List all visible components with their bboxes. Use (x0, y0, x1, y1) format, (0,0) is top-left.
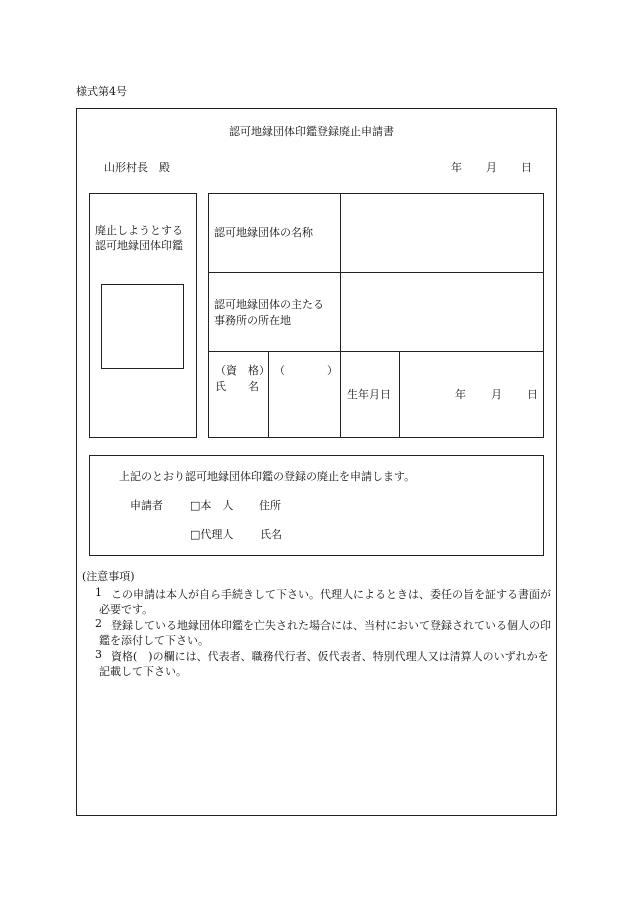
note-1-number: 1 (95, 586, 102, 599)
date-month-label: 月 (486, 161, 497, 174)
birth-month-label: 月 (491, 388, 502, 401)
option-agent-checkbox[interactable]: □代理人 (190, 528, 234, 541)
table-col-divider-main (340, 193, 341, 438)
table-row-divider-1 (208, 272, 544, 273)
birth-year-label: 年 (455, 388, 466, 401)
date-year-label: 年 (451, 161, 462, 174)
org-name-label: 認可地縁団体の名称 (214, 226, 313, 239)
table-row-divider-2 (208, 351, 544, 352)
applicant-name-label: 氏名 (260, 528, 282, 541)
capacity-label: （資 格） (215, 364, 270, 377)
capacity-paren-open: （ (274, 364, 285, 377)
name-label: 氏 名 (215, 380, 259, 393)
applicant-address-label: 住所 (259, 499, 281, 512)
option-self-checkbox[interactable]: □本 人 (190, 499, 234, 512)
form-title: 認可地縁団体印鑑登録廃止申請書 (229, 125, 394, 138)
date-day-label: 日 (521, 161, 532, 174)
representative-name-value[interactable] (270, 380, 338, 436)
office-label-line2: 事務所の所在地 (214, 314, 291, 327)
table-col-divider-birth (399, 351, 400, 438)
org-name-value[interactable] (342, 195, 542, 271)
note-2-text: 登録している地縁団体印鑑を亡失された場合には、当村において登録されている個人の印鑑を添付して下さい。 (99, 619, 551, 647)
capacity-paren-close: ） (327, 364, 338, 377)
birth-date-label: 生年月日 (347, 388, 391, 401)
notes-heading: (注意事項) (82, 570, 135, 583)
application-statement: 上記のとおり認可地縁団体印鑑の登録の廃止を申請します。 (119, 470, 416, 483)
note-3-text: 資格( )の欄には、代表者、職務代行者、仮代表者、特別代理人又は清算人のいずれかを記載して下さい。 (99, 650, 549, 678)
note-3-number: 3 (95, 648, 102, 661)
seal-impression-box[interactable] (101, 284, 184, 369)
birth-day-label: 日 (527, 388, 538, 401)
office-label-line1: 認可地縁団体の主たる (214, 298, 324, 311)
applicant-label: 申請者 (130, 499, 163, 512)
form-number: 様式第4号 (76, 85, 127, 98)
office-address-value[interactable] (342, 274, 542, 350)
note-2-number: 2 (95, 617, 102, 630)
seal-panel-label-line1: 廃止しようとする (95, 224, 183, 237)
seal-panel-label-line2: 認可地縁団体印鑑 (95, 239, 183, 252)
note-1-text: この申請は本人が自ら手続きして下さい。代理人によるときは、委任の旨を証する書面が必要です。 (99, 588, 551, 616)
addressee: 山形村長 殿 (104, 161, 170, 174)
